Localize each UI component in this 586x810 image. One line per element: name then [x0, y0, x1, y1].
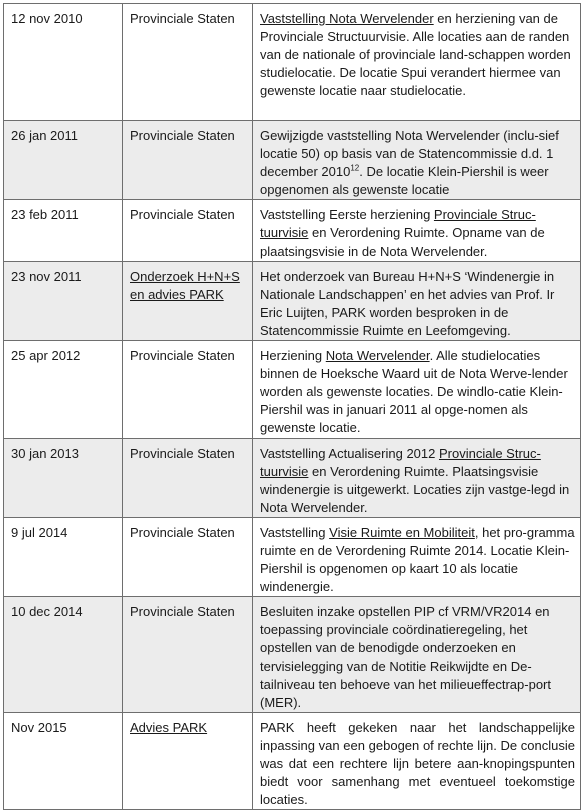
table-row: [4, 712, 581, 809]
description-cell: Besluiten inzake opstellen PIP cf VRM/VR2014 en toepassing provinciale coördinatieregeling, het opstellen van de benodigde onderzoeken en tervisielegging van de Notitie Reikwijdte en De-tailniveau ten behoeve van het milieueffectrap-port (MER).: [253, 597, 581, 713]
party-cell: Provinciale Staten: [123, 121, 253, 200]
date-cell: Nov 2015: [4, 712, 123, 809]
description-cell: Vaststelling Eerste herziening Provinciale Struc-tuurvisie en Verordening Ruimte. Opname van de plaatsingsvisie in de Nota Wervelender.: [253, 200, 581, 261]
description-cell: PARK heeft gekeken naar het landschappelijke inpassing van een gebogen of rechte lijn. De conclusie was dat een rechtere lijn betere aan-knopingspunten biedt voor samenhang met eventueel toekomstige locaties.: [253, 712, 581, 809]
description-cell: Vaststelling Actualisering 2012 Provinciale Struc-tuurvisie en Verordening Ruimte. Plaatsingsvisie windenergie is uitgewerkt. Locaties zijn vastge-legd in Nota Wervelender.: [253, 438, 581, 517]
timeline-table: [3, 3, 581, 810]
table-row: [4, 261, 581, 340]
party-cell: Provinciale Staten: [123, 341, 253, 438]
party-cell: [123, 712, 253, 809]
table-row: [4, 597, 581, 713]
description-cell: Vaststelling Nota Wervelender en herziening van de Provinciale Structuurvisie. Alle locaties aan de randen van de nationale of provinciale land-schappen worden studielocatie. De locatie Spui verandert hiermee van gewenste locatie naar studielocatie.: [253, 4, 581, 121]
table-row: [4, 438, 581, 517]
document-link[interactable]: Provinciale Struc-tuurvisie: [260, 445, 541, 479]
footnote-reference[interactable]: 12: [350, 163, 360, 173]
party-cell: Provinciale Staten: [123, 438, 253, 517]
document-link[interactable]: Visie Ruimte en Mobiliteit: [329, 524, 475, 540]
table-row: [4, 121, 581, 200]
description-cell: Het onderzoek van Bureau H+N+S ‘Windenergie in Nationale Landschappen’ en het advies van Prof. Ir Eric Luijten, PARK worden besproken in de Statencommissie Ruimte en Leefomgeving.: [253, 261, 581, 340]
description-cell: Vaststelling Visie Ruimte en Mobiliteit, het pro-gramma ruimte en de Verordening Ruimte 2014. Locatie Klein-Piershil is opgenomen op kaart 10 als locatie windenergie.: [253, 517, 581, 596]
date-cell: 26 jan 2011: [4, 121, 123, 200]
party-cell: Provinciale Staten: [123, 4, 253, 121]
party-cell: Provinciale Staten: [123, 597, 253, 713]
description-cell: Gewijzigde vaststelling Nota Wervelender (inclu-sief locatie 50) op basis van de Statencommissie d.d. 1 december 2010$^{12}$. De locatie Klein-Piershil is weer opgenomen als gewenste locatie: [253, 121, 581, 200]
table-row: [4, 341, 581, 438]
table-row: [4, 517, 581, 596]
date-cell: 9 jul 2014: [4, 517, 123, 596]
document-link[interactable]: Provinciale Struc-tuurvisie: [260, 207, 536, 241]
date-cell: 23 feb 2011: [4, 200, 123, 261]
table-row: [4, 200, 581, 261]
date-cell: 25 apr 2012: [4, 341, 123, 438]
date-cell: 23 nov 2011: [4, 261, 123, 340]
date-cell: 12 nov 2010: [4, 4, 123, 121]
document-link[interactable]: Vaststelling Nota Wervelender: [260, 11, 434, 26]
date-cell: 30 jan 2013: [4, 438, 123, 517]
research-link[interactable]: Onderzoek H+N+S en advies PARK: [130, 268, 240, 302]
party-cell: Provinciale Staten: [123, 517, 253, 596]
table-row: [4, 4, 581, 121]
description-cell: Herziening Nota Wervelender. Alle studielocaties binnen de Hoeksche Waard uit de Nota Werve-lender worden als gewenste locaties. De windlo-catie Klein-Piershil was in januari 2011 al opge-nomen als gewenste locatie.: [253, 341, 581, 438]
party-cell: [123, 261, 253, 340]
document-link[interactable]: Nota Wervelender: [325, 348, 430, 364]
advice-link[interactable]: Advies PARK: [130, 719, 208, 735]
party-cell: Provinciale Staten: [123, 200, 253, 261]
date-cell: 10 dec 2014: [4, 597, 123, 713]
